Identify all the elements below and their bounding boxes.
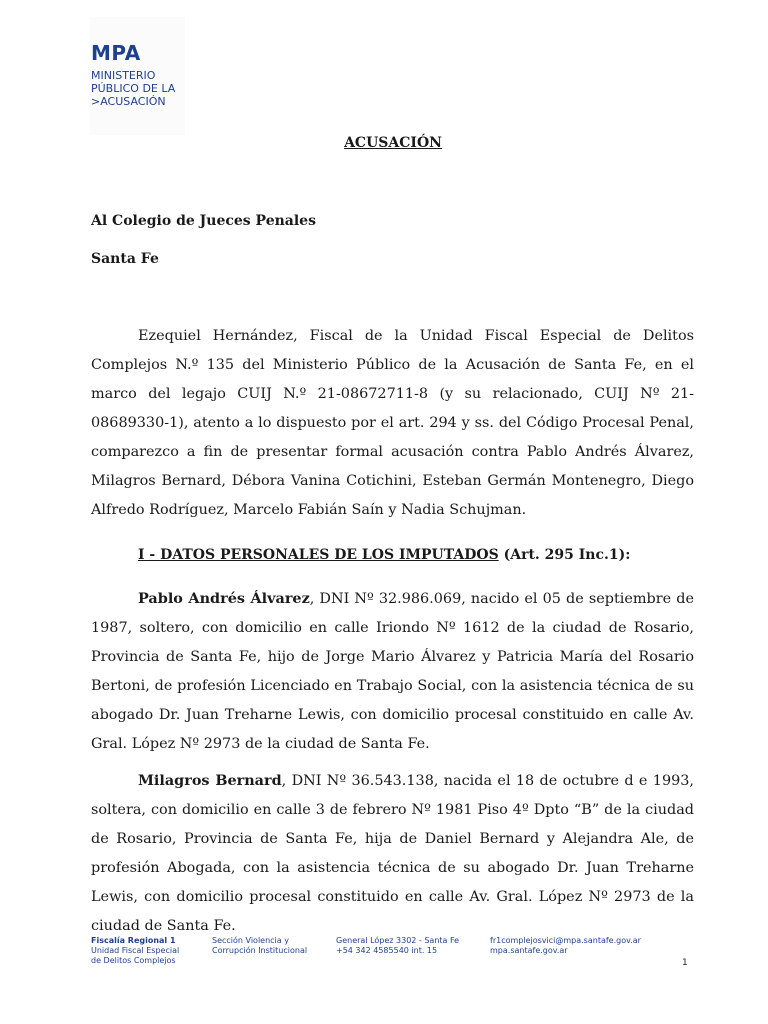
section-heading: [138, 547, 630, 563]
logo-line-1: MINISTERIO: [91, 69, 156, 82]
document-title: ACUSACIÓN: [344, 135, 442, 151]
section-heading-suffix: (Art. 295 Inc.1):: [498, 547, 631, 563]
footer-line: Fiscalía Regional 1: [91, 936, 176, 945]
footer-line: General López 3302 - Santa Fe: [336, 936, 460, 945]
intro-text: Ezequiel Hernández, Fiscal de la Unidad Fiscal Especial de Delitos Complejos N.º 135 del Ministerio Público de la Acusación de Santa Fe, en el marco del legajo CUIJ N.º 21-08672711-8 (y su relacionado, CUIJ Nº 21-08689330-1), atento a lo dispuesto por el art. 294 y ss. del Código Procesal Penal, comparezco a fin de presentar formal acusación contra Pablo Andrés Álvarez, Milagros Bernard, Débora Vanina Cotichini, Esteban Germán Montenegro, Diego Alfredo Rodríguez, Marcelo Fabián Saín y Nadia Schujman.: [91, 328, 694, 518]
footer-website-link[interactable]: mpa.santafe.gov.ar: [490, 946, 568, 955]
logo-acronym: MPA: [91, 41, 141, 65]
person-paragraph-1: [91, 584, 694, 759]
footer-contact: [490, 936, 641, 956]
person-details: , DNI Nº 36.543.138, nacida el 18 de octubre d e 1993, soltera, con domicilio en calle 3 de febrero Nº 1981 Piso 4º Dpto “B” de la ciudad de Rosario, Provincia de Santa Fe, hija de Daniel Bernard y Alejandra Ale, de profesión Abogada, con la asistencia técnica de su abogado Dr. Juan Treharne Lewis, con domicilio procesal constituido en calle Av. Gral. López Nº 2973 de la ciudad de Santa Fe.: [91, 773, 694, 934]
footer-seccion: [212, 936, 307, 956]
person-name: Pablo Andrés Álvarez: [138, 590, 310, 607]
addressee-line-2: Santa Fe: [91, 251, 159, 267]
section-heading-underlined: I - DATOS PERSONALES DE LOS IMPUTADOS: [138, 547, 499, 563]
footer-email-link[interactable]: fr1complejosvici@mpa.santafe.gov.ar: [490, 936, 641, 945]
logo-line-2: PÚBLICO DE LA: [91, 82, 176, 95]
mpa-logo: [90, 17, 185, 135]
logo-line-3: >ACUSACIÓN: [91, 95, 166, 108]
person-paragraph-2: [91, 766, 694, 941]
footer-fiscalia: [91, 936, 179, 966]
page-number: 1: [682, 958, 688, 968]
addressee-line-1: Al Colegio de Jueces Penales: [91, 213, 316, 229]
footer-line: +54 342 4585540 int. 15: [336, 946, 438, 955]
footer-line: Sección Violencia y: [212, 936, 289, 945]
person-name: Milagros Bernard: [138, 772, 282, 789]
footer-address: [336, 936, 459, 956]
footer-line: Unidad Fiscal Especial: [91, 946, 180, 955]
footer-line: de Delitos Complejos: [91, 956, 176, 965]
intro-paragraph: [91, 322, 694, 525]
person-details: , DNI Nº 32.986.069, nacido el 05 de septiembre de 1987, soltero, con domicilio en calle Iriondo Nº 1612 de la ciudad de Rosario, Provincia de Santa Fe, hijo de Jorge Mario Álvarez y Patricia María del Rosario Bertoni, de profesión Licenciado en Trabajo Social, con la asistencia técnica de su abogado Dr. Juan Treharne Lewis, con domicilio procesal constituido en calle Av. Gral. López Nº 2973 de la ciudad de Santa Fe.: [91, 591, 694, 752]
footer-line: Corrupción Institucional: [212, 946, 308, 955]
